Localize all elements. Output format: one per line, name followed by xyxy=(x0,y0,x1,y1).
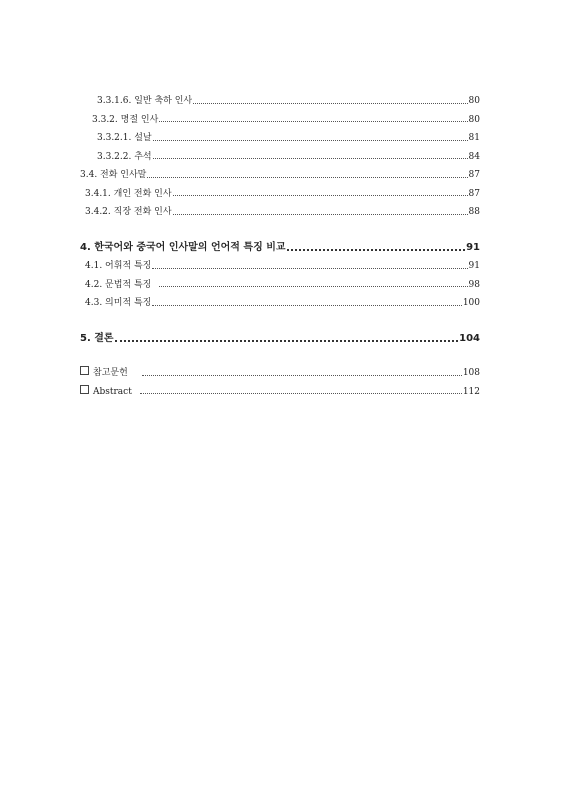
toc-appendix-abstract[interactable] xyxy=(80,383,480,402)
toc-entry-page: 112 xyxy=(462,386,480,397)
toc-chapter-label: 5. 결론 xyxy=(80,332,114,344)
toc-chapter-5[interactable] xyxy=(80,330,480,349)
toc-leader-dots xyxy=(193,103,467,104)
toc-entry-page: 80 xyxy=(468,114,480,125)
toc-entry[interactable] xyxy=(80,148,480,167)
spacer xyxy=(80,222,480,239)
toc-entry-label: 4.3. 의미적 특징 xyxy=(85,298,152,308)
spacer xyxy=(80,348,480,364)
checkbox-square-icon xyxy=(80,385,89,394)
toc-entry-page: 98 xyxy=(468,279,480,290)
toc-leader-dots xyxy=(153,158,468,159)
toc-entry-page: 108 xyxy=(462,368,480,378)
toc-entry[interactable] xyxy=(80,111,480,130)
toc-chapter-page: 104 xyxy=(459,332,480,344)
table-of-contents xyxy=(80,92,480,401)
toc-entry[interactable] xyxy=(80,185,480,204)
toc-leader-dots xyxy=(153,140,468,141)
checkbox-square-icon xyxy=(80,366,89,375)
toc-entry[interactable] xyxy=(80,203,480,222)
toc-leader-dots xyxy=(159,121,467,122)
toc-chapter-4[interactable] xyxy=(80,239,480,258)
toc-entry-label: 3.3.2.2. 추석 xyxy=(97,151,152,162)
toc-entry-page: 87 xyxy=(468,170,480,180)
toc-entry-page: 91 xyxy=(468,261,480,271)
toc-entry-label: 4.2. 문법적 특징 xyxy=(85,279,152,290)
toc-leader-dots xyxy=(142,375,462,376)
toc-entry-label: 3.4.2. 직장 전화 인사 xyxy=(85,207,172,217)
toc-entry-label: 4.1. 어휘적 특징 xyxy=(85,261,152,271)
toc-leader-dots xyxy=(140,393,462,394)
toc-entry-label: 3.3.2.1. 설날 xyxy=(97,133,152,143)
toc-entry[interactable] xyxy=(80,257,480,276)
toc-leader-dots xyxy=(115,340,459,342)
toc-leader-dots xyxy=(173,195,468,196)
toc-chapter-label: 4. 한국어와 중국어 인사말의 언어적 특징 비교 xyxy=(80,241,286,253)
toc-chapter-page: 91 xyxy=(466,241,480,253)
toc-leader-dots xyxy=(147,177,467,178)
toc-entry-page: 81 xyxy=(468,133,480,143)
toc-entry-label: 3.4. 전화 인사말 xyxy=(80,170,147,180)
toc-entry-label: 3.4.1. 개인 전화 인사 xyxy=(85,188,172,199)
toc-appendix-references[interactable] xyxy=(80,364,480,383)
toc-entry-page: 100 xyxy=(462,298,480,308)
toc-entry[interactable] xyxy=(80,276,480,295)
toc-entry-page: 84 xyxy=(468,151,480,162)
toc-leader-dots xyxy=(152,305,461,306)
toc-entry-page: 87 xyxy=(468,188,480,199)
toc-entry-label: 3.3.1.6. 일반 축하 인사 xyxy=(97,96,193,106)
toc-leader-dots xyxy=(173,214,468,215)
toc-entry-label: 참고문헌 xyxy=(93,368,128,378)
toc-entry[interactable] xyxy=(80,166,480,185)
toc-entry[interactable] xyxy=(80,294,480,313)
toc-leader-dots xyxy=(287,249,466,251)
toc-entry-label: 3.3.2. 명절 인사 xyxy=(92,114,159,125)
toc-entry[interactable] xyxy=(80,92,480,111)
spacer xyxy=(80,313,480,330)
toc-entry-page: 80 xyxy=(468,96,480,106)
toc-entry-page: 88 xyxy=(468,207,480,217)
toc-entry-label: Abstract xyxy=(93,386,132,397)
toc-entry[interactable] xyxy=(80,129,480,148)
toc-leader-dots xyxy=(159,286,467,287)
toc-leader-dots xyxy=(152,268,467,269)
